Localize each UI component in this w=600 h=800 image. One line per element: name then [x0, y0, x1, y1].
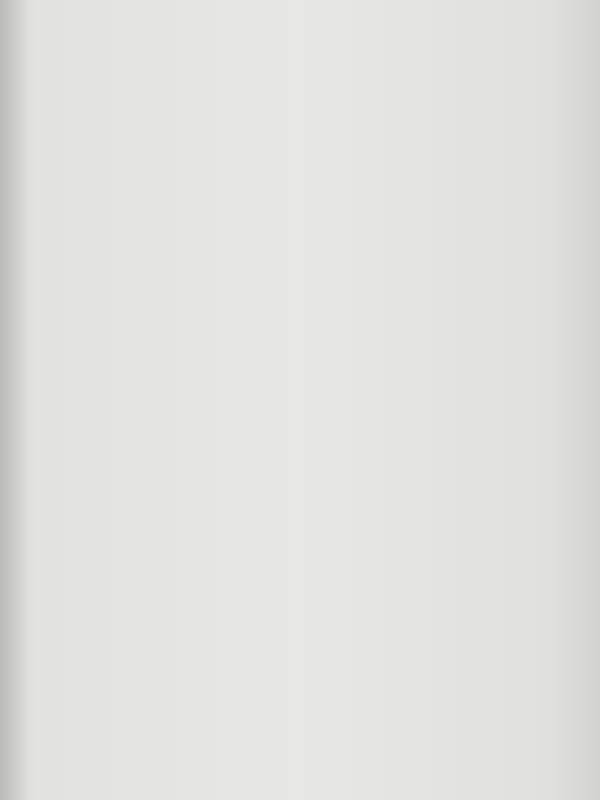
- page-shadow: [0, 0, 28, 800]
